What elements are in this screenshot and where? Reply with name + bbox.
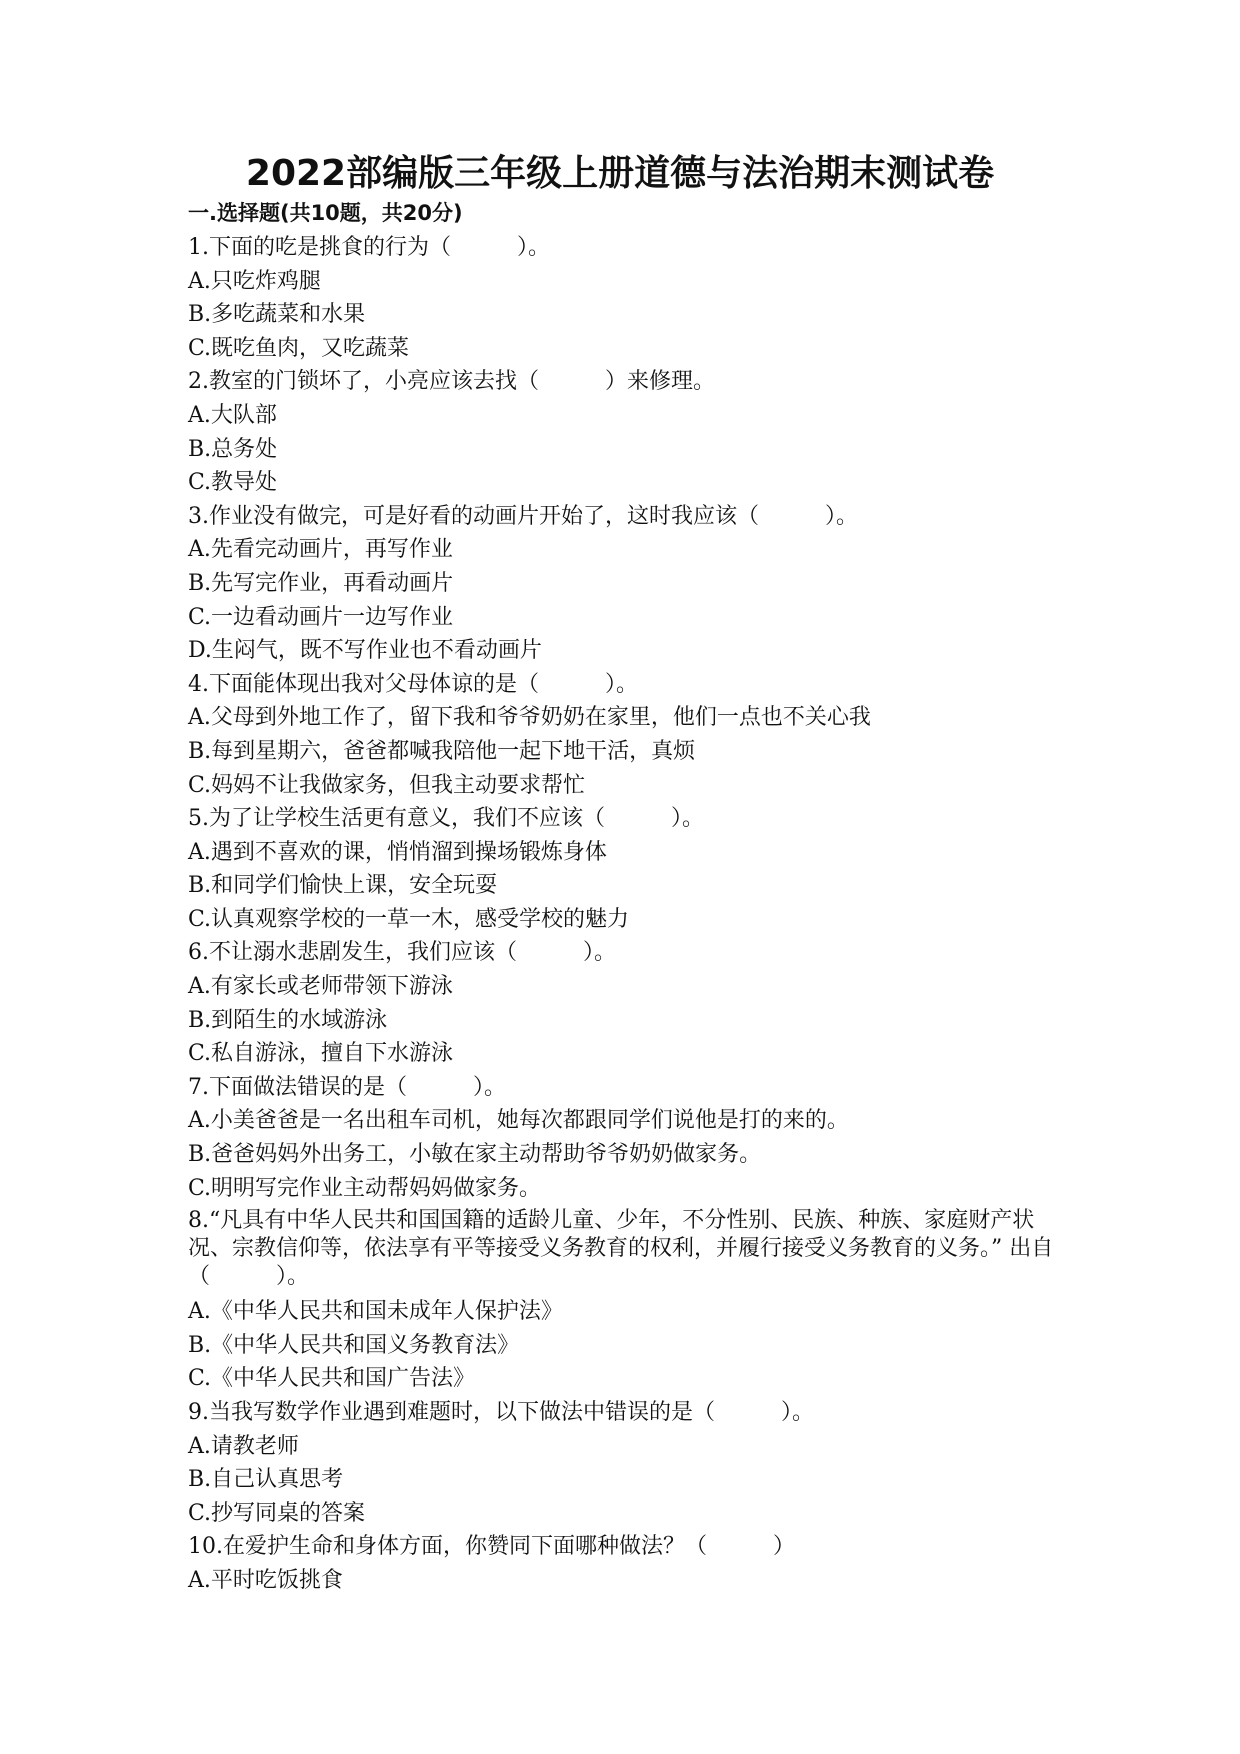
answer-option: B.到陌生的水域游泳 <box>188 1007 388 1033</box>
answer-option: A.小美爸爸是一名出租车司机，她每次都跟同学们说他是打的来的。 <box>188 1108 849 1134</box>
answer-option: A.遇到不喜欢的课，悄悄溜到操场锻炼身体 <box>188 839 607 865</box>
question <box>188 365 1068 499</box>
question-stem: 6.不让溺水悲剧发生，我们应该（ ）。 <box>188 940 616 966</box>
question-stem: 5.为了让学校生活更有意义，我们不应该（ ）。 <box>188 806 704 832</box>
question <box>188 500 1068 668</box>
answer-option: C.妈妈不让我做家务，但我主动要求帮忙 <box>188 772 586 798</box>
question <box>188 1530 1068 1597</box>
answer-option: C.教导处 <box>188 470 278 496</box>
question-stem: 8.“凡具有中华人民共和国国籍的适龄儿童、少年，不分性别、民族、种族、家庭财产状况、宗教信仰等，依法享有平等接受义务教育的权利，并履行接受义务教育的义务。” 出自（ ）。 <box>188 1208 1054 1290</box>
answer-option: A.请教老师 <box>188 1433 299 1459</box>
question-list <box>188 231 1068 1598</box>
question-stem: 2.教室的门锁坏了，小亮应该去找（ ）来修理。 <box>188 369 715 395</box>
answer-option: A.先看完动画片，再写作业 <box>188 537 453 563</box>
answer-option: C.抄写同桌的答案 <box>188 1500 366 1526</box>
page-title: 2022部编版三年级上册道德与法治期末测试卷 <box>245 153 995 194</box>
answer-option: B.每到星期六，爸爸都喊我陪他一起下地干活，真烦 <box>188 738 696 764</box>
question <box>188 802 1068 936</box>
answer-option: C.私自游泳，擅自下水游泳 <box>188 1041 454 1067</box>
answer-option: C.明明写完作业主动帮妈妈做家务。 <box>188 1175 542 1201</box>
question-stem: 7.下面做法错误的是（ ）。 <box>188 1074 506 1100</box>
answer-option: A.大队部 <box>188 402 277 428</box>
answer-option: A.有家长或老师带领下游泳 <box>188 974 453 1000</box>
answer-option: B.爸爸妈妈外出务工，小敏在家主动帮助爷爷奶奶做家务。 <box>188 1142 762 1168</box>
question-stem: 9.当我写数学作业遇到难题时，以下做法中错误的是（ ）。 <box>188 1400 814 1425</box>
question-stem: 3.作业没有做完，可是好看的动画片开始了，这时我应该（ ）。 <box>188 503 858 529</box>
question <box>188 668 1068 802</box>
answer-option: C.既吃鱼肉，又吃蔬菜 <box>188 335 410 361</box>
question <box>188 231 1068 365</box>
answer-option: A.父母到外地工作了，留下我和爷爷奶奶在家里，他们一点也不关心我 <box>188 705 871 731</box>
answer-option: A.只吃炸鸡腿 <box>188 268 321 294</box>
question <box>188 1071 1068 1205</box>
answer-option: B.多吃蔬菜和水果 <box>188 302 366 328</box>
question <box>188 1205 1068 1396</box>
answer-option: B.《中华人民共和国义务教育法》 <box>188 1332 520 1358</box>
answer-option: C.认真观察学校的一草一木，感受学校的魅力 <box>188 906 630 932</box>
question-stem: 4.下面能体现出我对父母体谅的是（ ）。 <box>188 671 638 697</box>
question-stem: 10.在爱护生命和身体方面，你赞同下面哪种做法？（ ） <box>188 1534 795 1560</box>
section-heading: 一.选择题(共10题，共20分) <box>188 201 463 225</box>
question <box>188 936 1068 1070</box>
question-stem: 1.下面的吃是挑食的行为（ ）。 <box>188 235 550 260</box>
answer-option: A.《中华人民共和国未成年人保护法》 <box>188 1299 563 1325</box>
answer-option: B.总务处 <box>188 436 278 462</box>
answer-option: B.和同学们愉快上课，安全玩耍 <box>188 873 498 899</box>
answer-option: C.《中华人民共和国广告法》 <box>188 1366 476 1392</box>
answer-option: A.平时吃饭挑食 <box>188 1567 343 1593</box>
answer-option: D.生闷气，既不写作业也不看动画片 <box>188 638 542 664</box>
answer-option: B.自己认真思考 <box>188 1467 344 1493</box>
answer-option: C.一边看动画片一边写作业 <box>188 604 454 630</box>
question <box>188 1396 1068 1530</box>
answer-option: B.先写完作业，再看动画片 <box>188 570 454 596</box>
